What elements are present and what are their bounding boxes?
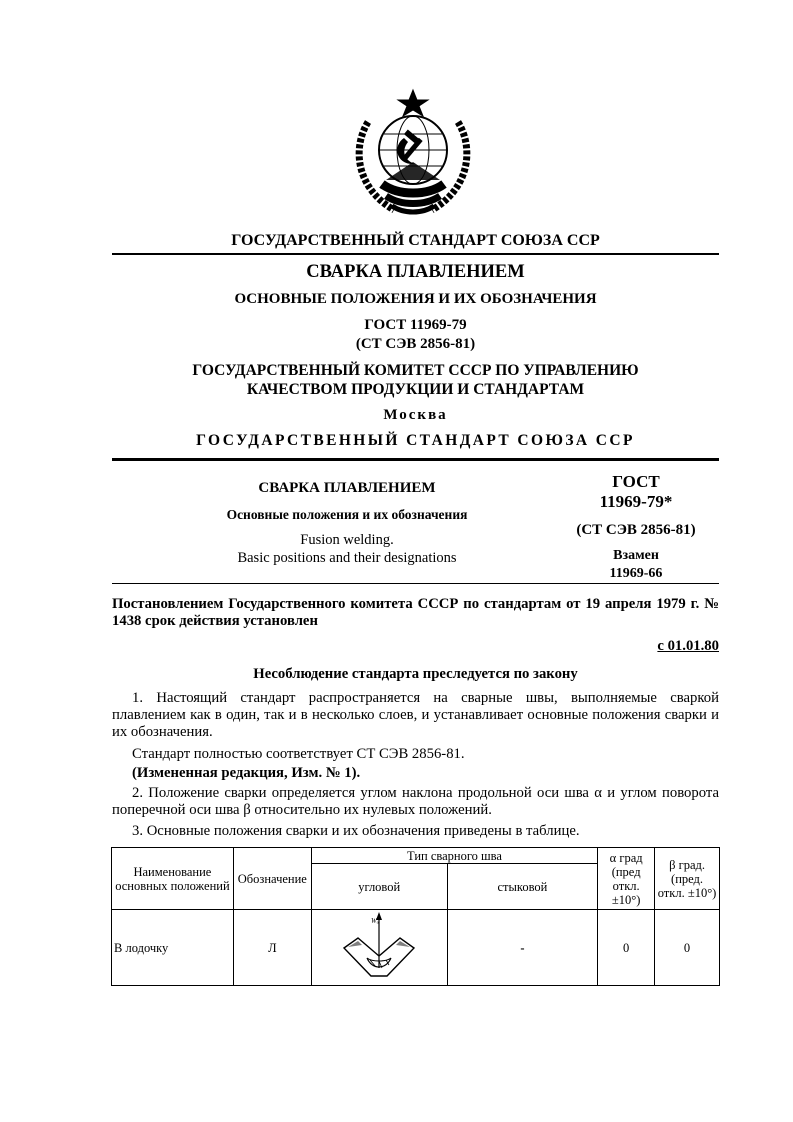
header-gost-label: ГОСТ [612,472,660,491]
header-divider [112,583,719,584]
flat-fillet-weld-diagram [334,910,424,982]
p2-mid: и углом поворота поперечной оси шва [112,785,719,818]
header-title-en-line2: Basic positions and their designations [237,550,457,566]
p2-start: 2. Положение сварки определяется углом наклона продольной оси шва [132,785,589,801]
p2-end: относительно их нулевых положений. [254,802,492,818]
warning-text: Несоблюдение стандарта преследуется по закону [253,666,578,682]
committee-line1: ГОСУДАРСТВЕННЫЙ КОМИТЕТ СССР ПО УПРАВЛЕНИЮ [192,362,639,379]
header-beta-cell: β град. (пред. откл. ±10°) [655,848,720,910]
row-fillet-cell [311,910,447,986]
cover-st-sev: (СТ СЭВ 2856-81) [355,336,476,352]
header-st-sev: (СТ СЭВ 2856-81) [576,522,696,538]
alpha-symbol: α [594,785,602,801]
header-replaces-label: Взамен [613,548,659,563]
header-replaces-number: 11969-66 [609,566,663,581]
header-name-cell: Наименование основных положений [112,848,234,910]
table-row [112,910,720,986]
row-designation-cell: Л [233,910,311,986]
header-weld-type-cell: Тип сварного шва [311,848,597,864]
committee-line2: КАЧЕСТВОМ ПРОДУКЦИИ И СТАНДАРТАМ [246,381,585,398]
cover-gost-number: ГОСТ 11969-79 [364,317,467,333]
paragraph-2 [112,785,719,819]
row-name-cell: В лодочку [112,910,234,986]
gov-standard-bottom-heading: ГОСУДАРСТВЕННЫЙ СТАНДАРТ СОЮЗА ССР [196,432,635,449]
paragraph-1-compliance: Стандарт полностью соответствует СТ СЭВ 2856-81. [132,746,465,762]
decree-text: Постановлением Государственного комитета СССР по стандартам от 19 апреля 1979 г. № 1438 срок действия установлен [112,596,719,629]
paragraph-1: 1. Настоящий стандарт распространяется на сварные швы, выполняемые сваркой плавлением как в один, так и в несколько слоев, и устанавливает основные положения сварки и их обозначения. [112,690,719,740]
positions-table [111,847,720,986]
beta-symbol: β [243,802,251,818]
header-title-ru: СВАРКА ПЛАВЛЕНИЕМ [258,480,436,496]
cover-divider-top [112,253,719,255]
gov-standard-top-heading: ГОСУДАРСТВЕННЫЙ СТАНДАРТ СОЮЗА ССР [231,232,600,249]
header-butt-cell: стыковой [447,864,598,910]
header-subtitle-ru: Основные положения и их обозначения [226,507,468,522]
main-title: СВАРКА ПЛАВЛЕНИЕМ [306,262,525,282]
cover-subtitle: ОСНОВНЫЕ ПОЛОЖЕНИЯ И ИХ ОБОЗНАЧЕНИЯ [234,291,597,307]
header-gost-number: 11969-79* [599,492,673,511]
header-designation-cell: Обозначение [233,848,311,910]
header-fillet-cell: угловой [311,864,447,910]
row-butt-cell: - [447,910,598,986]
diagram-axis-label: Wₐ [371,917,380,925]
effective-date: с 01.01.80 [657,638,719,654]
row-beta-cell: 0 [655,910,720,986]
paragraph-3: 3. Основные положения сварки и их обозначения приведены в таблице. [132,823,580,839]
ussr-emblem-image [346,88,480,220]
header-title-en-line1: Fusion welding. [300,532,394,548]
city: Москва [383,407,448,423]
row-alpha-cell: 0 [598,910,655,986]
paragraph-1-amendment: (Измененная редакция, Изм. № 1). [132,765,361,781]
header-alpha-cell: α град (пред откл. ±10°) [598,848,655,910]
cover-divider-bottom [112,458,719,461]
